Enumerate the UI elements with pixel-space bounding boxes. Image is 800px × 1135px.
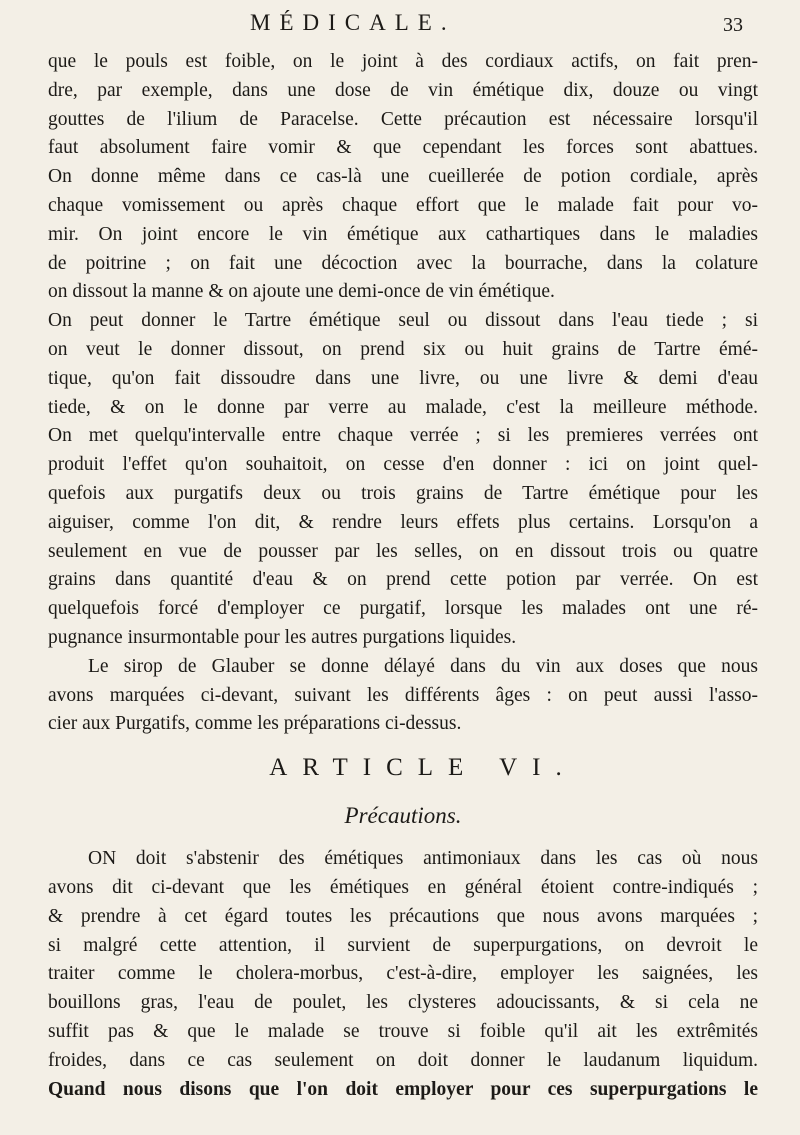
section-title: Précautions. bbox=[344, 803, 462, 829]
text-line: quelquefois forcé d'employer ce purgatif, lorsque les malades ont une ré- bbox=[48, 598, 758, 620]
paragraph bbox=[48, 845, 758, 1104]
text-line: avons dit ci-devant que les émétiques en général étoient contre-indiqués ; bbox=[48, 876, 758, 898]
text-line: Le sirop de Glauber se donne délayé dans du vin aux doses que nous bbox=[88, 655, 758, 677]
article-heading: ARTICLE VI. bbox=[269, 754, 577, 782]
text-line: dre, par exemple, dans une dose de vin émétique dix, douze ou vingt bbox=[48, 79, 758, 101]
running-title: MÉDICALE. bbox=[250, 10, 456, 35]
text-line: froides, dans ce cas seulement on doit donner le laudanum liquidum. bbox=[48, 1049, 758, 1071]
text-line: pugnance insurmontable pour les autres purgations liquides. bbox=[48, 626, 517, 648]
paragraph bbox=[48, 48, 758, 307]
text-line: quefois aux purgatifs deux ou trois grains de Tartre émétique pour les bbox=[48, 482, 758, 504]
text-line: que le pouls est foible, on le joint à des cordiaux actifs, on fait pren- bbox=[48, 51, 758, 72]
paragraph bbox=[48, 653, 758, 739]
text-line: gouttes de l'ilium de Paracelse. Cette précaution est nécessaire lorsqu'il bbox=[48, 108, 758, 130]
text-line: On peut donner le Tartre émétique seul ou dissout dans l'eau tiede ; si bbox=[48, 310, 758, 332]
text-line: mir. On joint encore le vin émétique aux cathartiques dans le maladies bbox=[48, 223, 758, 245]
text-line: aiguiser, comme l'on dit, & rendre leurs effets plus certains. Lorsqu'on a bbox=[48, 511, 758, 533]
text-line: bouillons gras, l'eau de poulet, les clysteres adoucissants, & si cela ne bbox=[48, 992, 758, 1014]
text-line: On met quelqu'intervalle entre chaque verrée ; si les premieres verrées ont bbox=[48, 425, 758, 447]
text-line: Quand nous disons que l'on doit employer pour ces superpurgations le bbox=[48, 1078, 758, 1100]
text-line: tique, qu'on fait dissoudre dans une livre, ou une livre & demi d'eau bbox=[48, 367, 758, 389]
text-line: tiede, & on le donne par verre au malade, c'est la meilleure méthode. bbox=[48, 396, 758, 418]
text-line: si malgré cette attention, il survient de superpurgations, on devroit le bbox=[48, 934, 758, 956]
text-line: avons marquées ci-devant, suivant les différents âges : on peut aussi l'asso- bbox=[48, 684, 758, 706]
text-line: suffit pas & que le malade se trouve si foible qu'il ait les extrêmités bbox=[48, 1020, 758, 1042]
text-line: grains dans quantité d'eau & on prend cette potion par verrée. On est bbox=[48, 569, 758, 591]
paragraph bbox=[48, 307, 758, 653]
page-number: 33 bbox=[723, 14, 743, 36]
text-line: produit l'effet qu'on souhaitoit, on cesse d'en donner : ici on joint quel- bbox=[48, 454, 758, 476]
text-line: on veut le donner dissout, on prend six ou huit grains de Tartre émé- bbox=[48, 338, 758, 360]
text-line: cier aux Purgatifs, comme les préparations ci-dessus. bbox=[48, 713, 462, 735]
text-line: chaque vomissement ou après chaque effort que le malade fait pour vo- bbox=[48, 194, 758, 216]
text-line: & prendre à cet égard toutes les précautions que nous avons marquées ; bbox=[48, 905, 758, 927]
text-line: faut absolument faire vomir & que cependant les forces sont abattues. bbox=[48, 137, 758, 159]
text-line: ON doit s'abstenir des émétiques antimoniaux dans les cas où nous bbox=[88, 848, 758, 870]
text-line: on dissout la manne & on ajoute une demi-once de vin émétique. bbox=[48, 281, 555, 303]
text-line: de poitrine ; on fait une décoction avec la bourrache, dans la colature bbox=[48, 252, 758, 274]
text-line: traiter comme le cholera-morbus, c'est-à-dire, employer les saignées, les bbox=[48, 963, 758, 985]
running-head bbox=[0, 10, 800, 40]
body-text bbox=[48, 48, 758, 1104]
text-line: seulement en vue de pousser par les selles, on en dissout trois ou quatre bbox=[48, 540, 758, 562]
text-line: On donne même dans ce cas-là une cueillerée de potion cordiale, après bbox=[48, 166, 758, 188]
